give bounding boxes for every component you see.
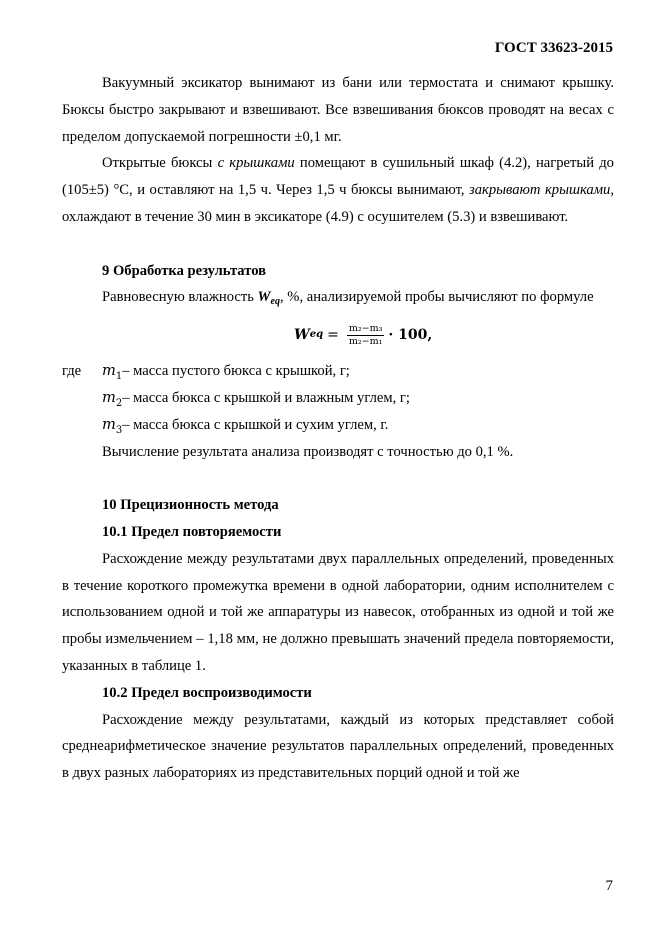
- definition-symbol: [102, 412, 122, 439]
- text-run: помещают в сушильный шкаф (4.2), нагретый до (105±5) °С, и оставляют на 1,5 ч. Через 1,5 ч бюксы вынимают,: [62, 155, 614, 199]
- text-run: , охлаждают в течение 30 мин в эксикаторе (4.9) с осушителем (5.3) и взвешивают.: [62, 182, 614, 225]
- paragraph-reproducibility: Расхождение между результатами, каждый из которых представляет собой среднеарифметическое значение результатов параллельных определений, проведенных в двух разных лабораториях из представительных порций одной и той же: [62, 711, 614, 782]
- formula-lhs: W: [294, 326, 310, 343]
- section-heading-10: 10 Прецизионность метода: [102, 497, 279, 514]
- italic-text-run: закрывают крышками: [469, 182, 611, 199]
- document-code: ГОСТ 33623-2015: [494, 40, 613, 56]
- formula-tail: · 100,: [388, 326, 433, 343]
- formula-fraction: [347, 323, 385, 348]
- symbol-subscript: 1: [115, 371, 123, 383]
- symbol-letter: m: [102, 362, 116, 380]
- text-run: Равновесную влажность: [102, 289, 258, 306]
- definition-row: [62, 358, 614, 385]
- symbol-subscript: 3: [115, 424, 123, 436]
- definition-symbol: [102, 358, 122, 385]
- symbol-letter: m: [102, 415, 116, 433]
- formula-denominator: m₂−m₁: [348, 335, 383, 347]
- formula-lhs-subscript: eq: [309, 328, 324, 340]
- symbol-subscript: eq: [270, 296, 280, 308]
- paragraph-accuracy: Вычисление результата анализа производят с точностью до 0,1 %.: [102, 443, 514, 460]
- symbol-subscript: 2: [115, 397, 123, 409]
- formula-equals: =: [327, 326, 339, 343]
- subsection-heading-10-1: 10.1 Предел повторяемости: [102, 523, 282, 540]
- variable-definitions: [62, 358, 614, 438]
- subsection-heading-10-2: 10.2 Предел воспроизводимости: [102, 684, 312, 701]
- text-run: Открытые бюксы: [102, 155, 218, 172]
- page-content: [62, 70, 614, 787]
- definition-indent: [62, 385, 102, 412]
- definition-text: – масса пустого бюкса с крышкой, г;: [122, 363, 350, 380]
- symbol-w: W: [257, 289, 271, 306]
- definition-text: – масса бюкса с крышкой и сухим углем, г.: [122, 416, 389, 433]
- italic-text-run: с крышками: [217, 155, 295, 172]
- definition-symbol: [102, 385, 122, 412]
- spacer: [62, 231, 614, 258]
- paragraph-desiccator: Вакуумный эксикатор вынимают из бани или термостата и снимают крышку. Бюксы быстро закрывают и взвешивают. Все взвешивания бюксов проводят на весах с пределом допускаемой погрешности ±0,1 мг.: [62, 75, 614, 145]
- definition-text: – масса бюкса с крышкой и влажным углем, г;: [122, 389, 410, 406]
- definition-row: [62, 412, 614, 439]
- paragraph-formula-intro: [62, 284, 614, 316]
- definition-row: [62, 385, 614, 412]
- formula-numerator: m₂−m₃: [348, 322, 383, 334]
- paragraph-repeatability: Расхождение между результатами двух параллельных определений, проведенных в течение короткого промежутка времени в одной лаборатории, одним исполнителем с использованием одной и той же аппаратуры из навесок, отобранных из одной и той же пробы измельчением – 1,18 мм, не должно превышать значений предела повторяемости, указанных в таблице 1.: [62, 550, 614, 674]
- paragraph-drying: [62, 150, 614, 230]
- symbol-letter: m: [102, 388, 116, 406]
- formula-block: [62, 318, 614, 352]
- where-label: где: [62, 363, 82, 380]
- spacer: [62, 465, 614, 492]
- section-heading-9: 9 Обработка результатов: [102, 262, 267, 279]
- definition-indent: [62, 412, 102, 439]
- page-number: 7: [605, 878, 613, 894]
- text-run: , %, анализируемой пробы вычисляют по формуле: [279, 289, 594, 306]
